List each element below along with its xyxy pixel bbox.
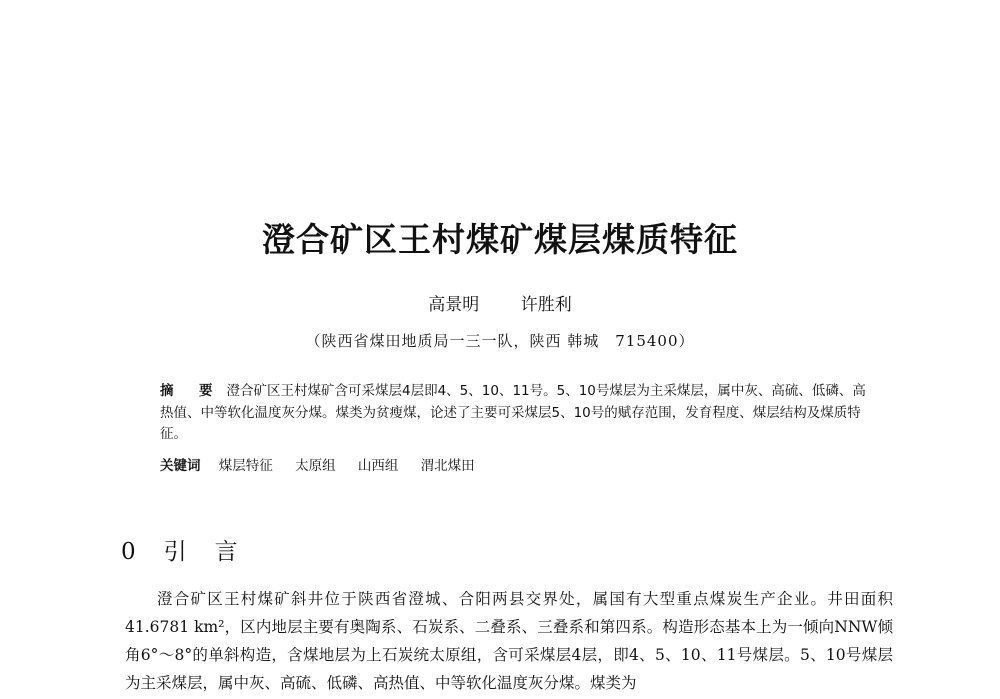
author-list bbox=[0, 290, 1000, 315]
keywords-label: 关键词 bbox=[160, 458, 201, 474]
body-text bbox=[125, 585, 893, 697]
abstract-text: 澄合矿区王村煤矿含可采煤层4层即4、5、10、11号。5、10号煤层为主采煤层，属中灰、高硫、低磷、高热值、中等软化温度灰分煤。煤类为贫瘦煤，论述了主要可采煤层5、10号的赋存范围，发育程度、煤层结构及煤质特征。 bbox=[160, 383, 866, 442]
keyword: 山西组 bbox=[357, 458, 399, 474]
author-affiliation: （陕西省煤田地质局一三一队，陕西 韩城 715400） bbox=[305, 332, 695, 350]
section-title: 引言 bbox=[163, 539, 266, 565]
author-name: 高景明 bbox=[428, 295, 480, 315]
keyword: 煤层特征 bbox=[218, 458, 273, 474]
body-paragraph: 澄合矿区王村煤矿斜井位于陕西省澄城、合阳两县交界处，属国有大型重点煤炭生产企业。井田面积41.6781 km²，区内地层主要有奥陶系、石炭系、二叠系、三叠系和第四系。构造形态基本上为一倾向NNW倾角6°～8°的单斜构造，含煤地层为上石炭统太原组，含可采煤层4层，即4、5、10、11号煤层。5、10号煤层为主采煤层，属中灰、高硫、低磷、高热值、中等软化温度灰分煤。煤类为 bbox=[125, 590, 893, 692]
author-name: 许胜利 bbox=[520, 295, 572, 315]
keywords-block bbox=[160, 456, 870, 477]
abstract-block bbox=[160, 381, 870, 446]
abstract-label: 摘 要 bbox=[160, 383, 219, 399]
paper-title: 澄合矿区王村煤矿煤层煤质特征 bbox=[262, 220, 738, 259]
keyword: 太原组 bbox=[295, 458, 336, 474]
section-number: 0 bbox=[121, 539, 136, 565]
section-heading bbox=[121, 533, 266, 566]
keyword: 渭北煤田 bbox=[420, 458, 475, 474]
